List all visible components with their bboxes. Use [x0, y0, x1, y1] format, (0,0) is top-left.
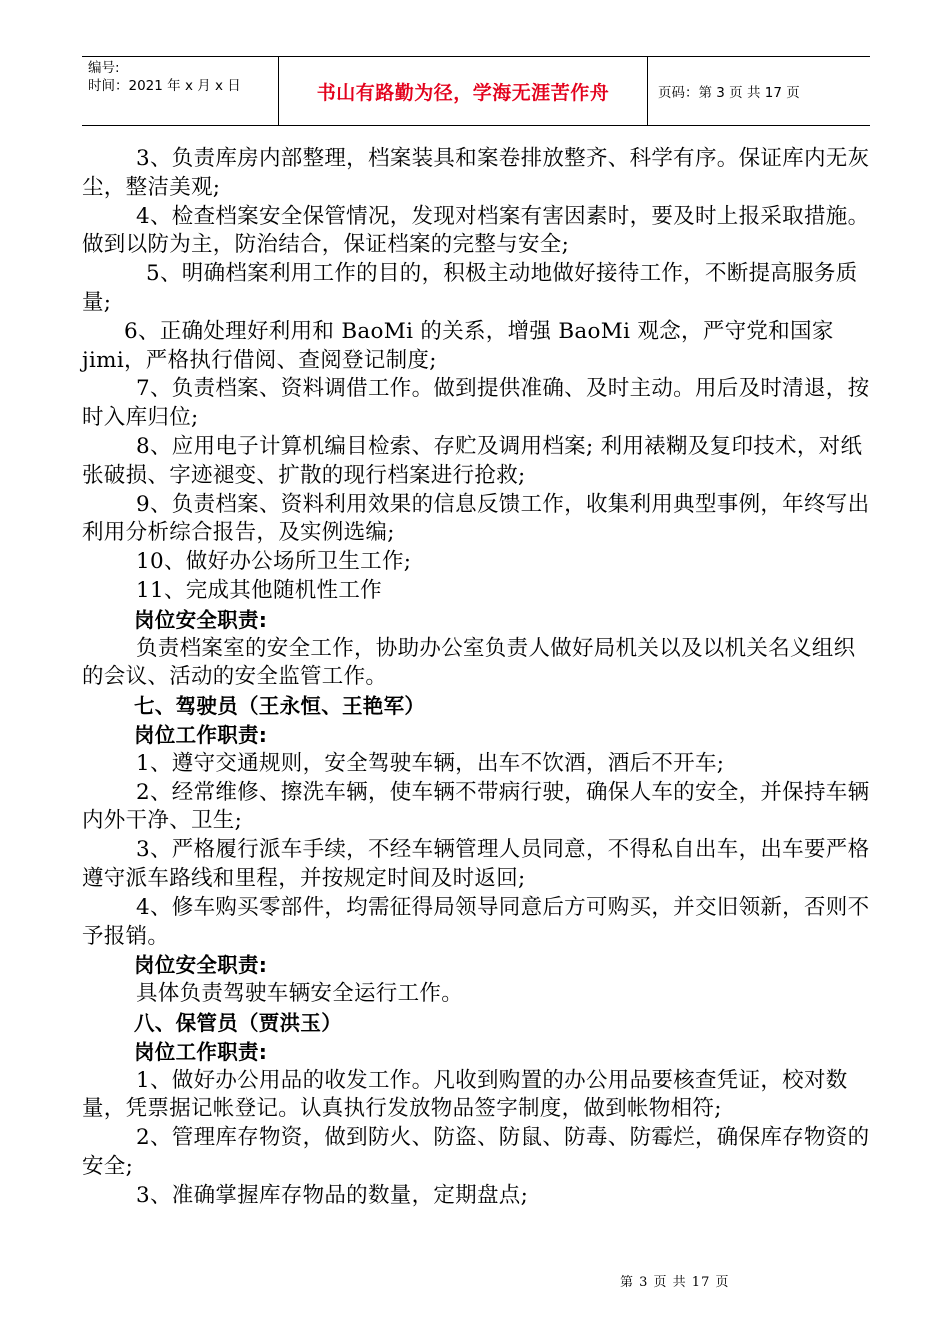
- section-heading: 八、保管员（贾洪玉）: [134, 1010, 342, 1035]
- document-date: 时间：2021 年 x 月 x 日: [88, 78, 241, 94]
- body-paragraph: 11、完成其他随机性工作: [136, 577, 382, 603]
- header-page-info: 页码：第 3 页 共 17 页: [658, 85, 800, 101]
- body-paragraph: 10、做好办公场所卫生工作;: [136, 549, 412, 575]
- body-paragraph: 3、准确掌握库存物品的数量，定期盘点;: [136, 1182, 529, 1208]
- section-heading: 岗位安全职责:: [134, 953, 268, 978]
- header-motto: 书山有路勤为径，学海无涯苦作舟: [278, 57, 648, 125]
- body-paragraph: 9、负责档案、资料利用效果的信息反馈工作，收集利用典型事例，年终写出利用分析综合报告，及实例选编;: [82, 491, 870, 546]
- body-paragraph: 4、修车购买零部件，均需征得局领导同意后方可购买，并交旧领新，否则不予报销。: [82, 894, 870, 949]
- body-paragraph: 2、经常维修、擦洗车辆，使车辆不带病行驶，确保人车的安全，并保持车辆内外干净、卫生;: [82, 779, 870, 834]
- body-paragraph: 7、负责档案、资料调借工作。做到提供准确、及时主动。用后及时清退，按时入库归位;: [82, 376, 870, 431]
- section-heading: 岗位工作职责:: [134, 1039, 268, 1064]
- body-paragraph: 1、遵守交通规则，安全驾驶车辆，出车不饮酒，酒后不开车;: [136, 750, 725, 776]
- page-header: [82, 56, 870, 126]
- page-footer: 第 3 页 共 17 页: [620, 1275, 730, 1290]
- document-number-label: 编号:: [88, 60, 120, 76]
- body-paragraph: 2、管理库存物资，做到防火、防盗、防鼠、防毒、防霉烂，确保库存物资的安全;: [82, 1125, 870, 1179]
- section-heading: 七、驾驶员（王永恒、王艳军）: [134, 694, 426, 719]
- body-paragraph: 6、正确处理好利用和 BaoMi 的关系，增强 BaoMi 观念，严守党和国家 jimi，严格执行借阅、查阅登记制度;: [82, 318, 834, 373]
- section-heading: 岗位安全职责:: [134, 607, 268, 632]
- body-paragraph: 3、负责库房内部整理，档案装具和案卷排放整齐、科学有序。保证库内无灰尘，整洁美观;: [82, 146, 870, 200]
- body-paragraph: 具体负责驾驶车辆安全运行工作。: [136, 981, 464, 1007]
- body-paragraph: 1、做好办公用品的收发工作。凡收到购置的办公用品要核查凭证，校对数量，凭票据记帐登记。认真执行发放物品签字制度，做到帐物相符;: [82, 1067, 848, 1122]
- document-body: [82, 145, 872, 1210]
- section-heading: 岗位工作职责:: [134, 722, 268, 747]
- body-paragraph: 8、应用电子计算机编目检索、存贮及调用档案; 利用裱糊及复印技术，对纸张破损、字迹褪变、扩散的现行档案进行抢救;: [82, 433, 863, 488]
- header-meta: [82, 57, 278, 125]
- body-paragraph: 负责档案室的安全工作，协助办公室负责人做好局机关以及以机关名义组织的会议、活动的安全监管工作。: [82, 635, 856, 690]
- body-paragraph: 5、明确档案利用工作的目的，积极主动地做好接待工作，不断提高服务质量;: [82, 261, 858, 315]
- body-paragraph: 4、检查档案安全保管情况，发现对档案有害因素时，要及时上报采取措施。做到以防为主，防治结合，保证档案的完整与安全;: [82, 203, 870, 258]
- body-paragraph: 3、严格履行派车手续，不经车辆管理人员同意，不得私自出车，出车要严格遵守派车路线和里程，并按规定时间及时返回;: [82, 837, 870, 891]
